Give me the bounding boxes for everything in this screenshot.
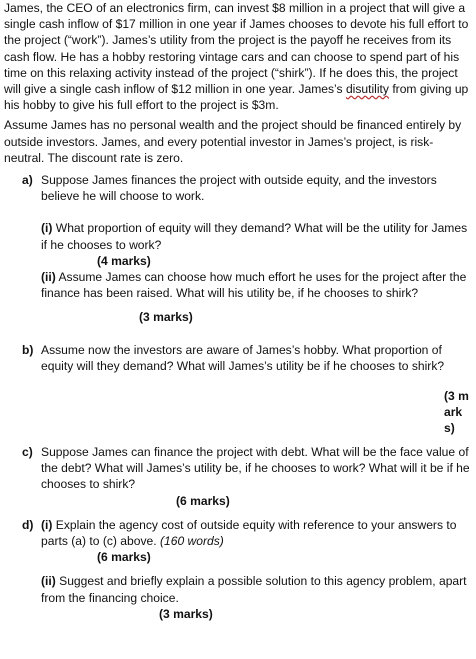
marks-label xyxy=(41,388,470,436)
marks-text: (4 marks) xyxy=(97,253,151,268)
subpart-text: Suggest and briefly explain a possible solution to this agency problem, apart from the financing choice. xyxy=(41,574,467,605)
marks-text: (3 marks) xyxy=(444,389,469,436)
marks-text: (6 marks) xyxy=(176,493,230,508)
document-body xyxy=(4,0,470,622)
question-a-i xyxy=(41,220,470,252)
question-a xyxy=(4,172,470,326)
marks-label xyxy=(41,493,470,509)
marks-label xyxy=(41,606,470,622)
subpart-text: Assume James can choose how much effort he uses for the project after the finance has been raised. What will his utility be, if he chooses to shirk? xyxy=(41,270,467,301)
subpart-label: (ii) xyxy=(41,270,56,285)
question-a-ii xyxy=(41,269,470,301)
question-d xyxy=(4,517,470,622)
question-c xyxy=(4,444,470,509)
question-letter: a) xyxy=(22,173,33,188)
subpart-text: Explain the agency cost of outside equity with reference to your answers to parts (a) to (c) above. xyxy=(41,517,457,549)
subpart-label: (i) xyxy=(41,221,53,236)
question-b-text: Assume now the investors are aware of James’s hobby. What proportion of equity will they demand? What will James’s utility be if he chooses to shirk? xyxy=(41,342,445,373)
subpart-text: What proportion of equity will they demand? What will be the utility for James if he chooses to work? xyxy=(41,221,468,252)
word-limit: (160 words) xyxy=(159,534,224,549)
marks-label xyxy=(41,309,470,325)
question-d-i xyxy=(41,517,470,549)
question-letter: b) xyxy=(22,342,34,357)
question-c-text: Suppose James can finance the project with debt. What will be the face value of the debt? What will James’s utility be, if he chooses to work? What will it be if he chooses to shirk? xyxy=(41,445,470,492)
marks-text: (3 marks) xyxy=(159,606,213,621)
question-letter: d) xyxy=(22,517,34,532)
marks-label xyxy=(41,253,470,269)
question-a-text: Suppose James finances the project with outside equity, and the investors believe he will choose to work. xyxy=(41,173,437,204)
question-letter: c) xyxy=(22,445,33,460)
question-b xyxy=(4,342,470,436)
assumption-paragraph: Assume James has no personal wealth and the project should be financed entirely by outside investors. James, and every potential investor in James’s project, is risk-neutral. The discount rate is zero. xyxy=(4,118,462,165)
marks-text: (6 marks) xyxy=(97,550,151,565)
intro-text-2: from giving up his hobby to give his full effort to the project is $3m. xyxy=(4,82,469,113)
intro-text-1: James, the CEO of an electronics firm, can invest $8 million in a project that will give a single cash inflow of $17 million in one year if James chooses to devote his full effort to the project (“work”). James’s utility from the project is the payoff he receives from its cash flow. He has a hobby restoring vintage cars and can choose to spend part of his time on this relaxing activity instead of the project (“shirk”). If he does this, the project will give a single cash inflow of $12 million in one year. James’s xyxy=(4,1,469,97)
subpart-label: (ii) xyxy=(41,574,56,589)
question-d-ii xyxy=(41,573,470,605)
marks-label xyxy=(41,549,470,565)
spellcheck-word: disutility xyxy=(345,82,389,97)
subpart-label: (i) xyxy=(41,517,53,532)
intro-paragraph xyxy=(4,0,470,113)
marks-text: (3 marks) xyxy=(139,310,193,325)
